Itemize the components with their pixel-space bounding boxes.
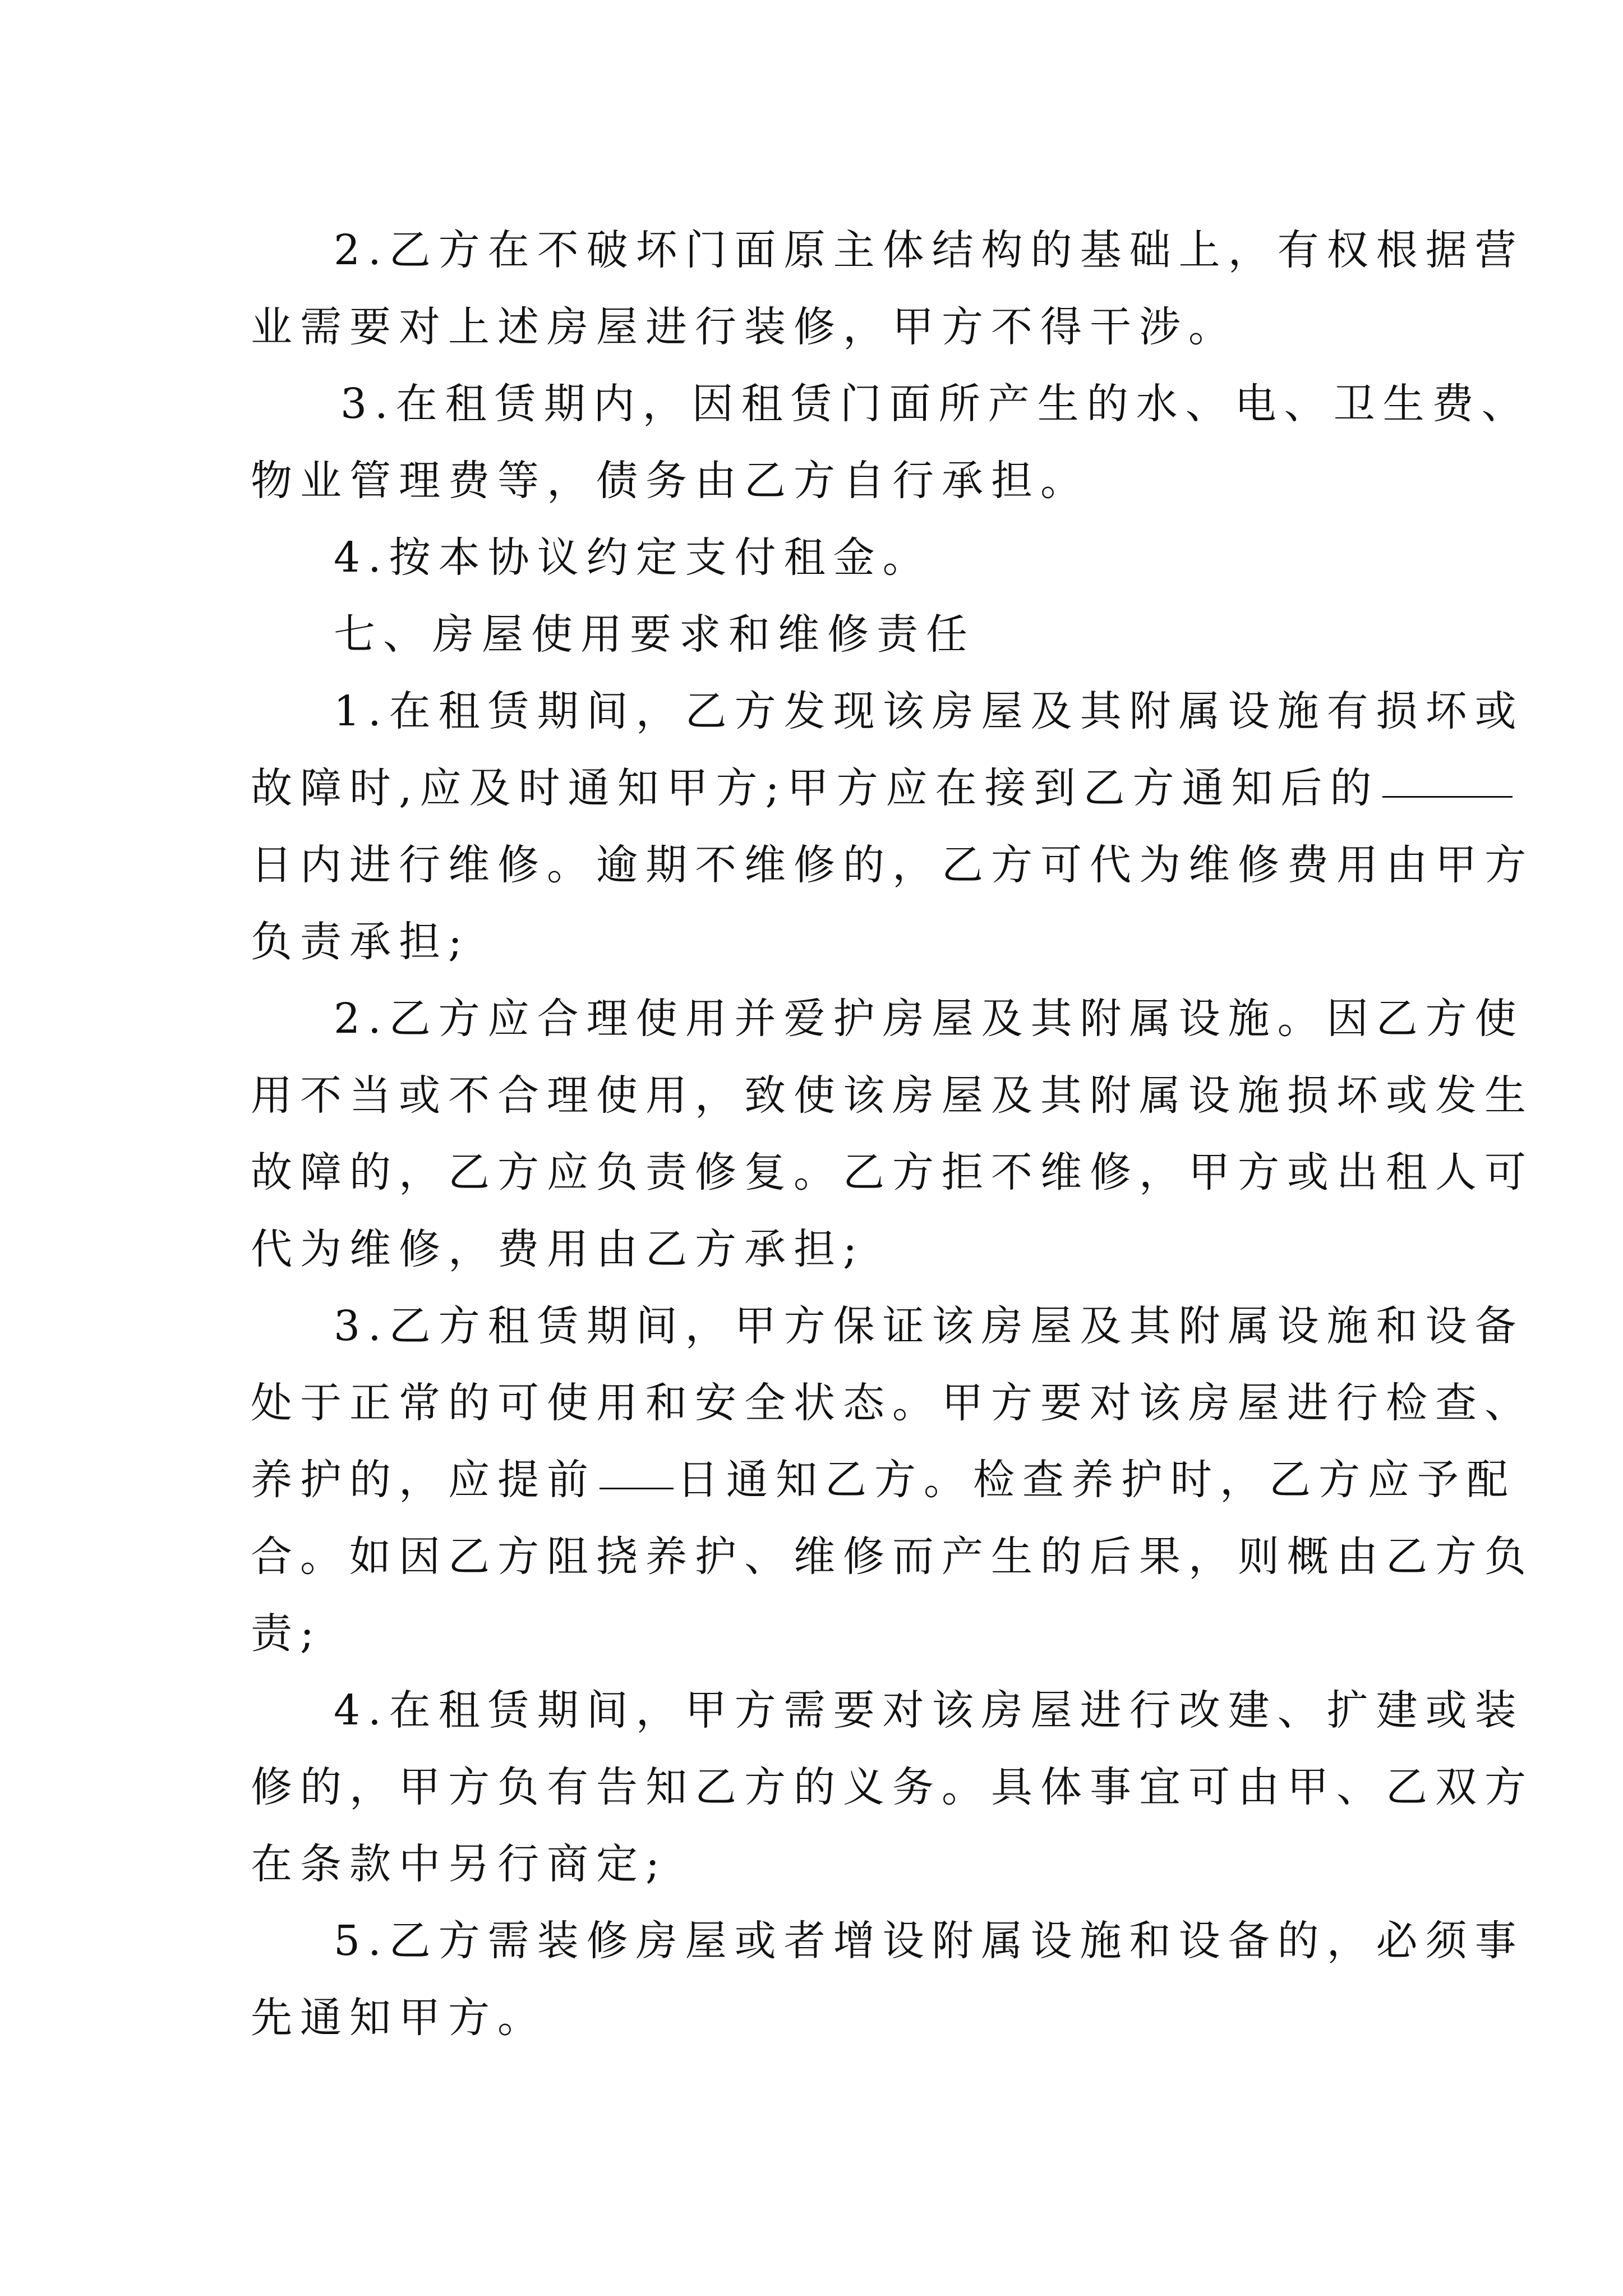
text-line: 2.乙方在不破坏门面原主体结构的基础上，有权根据营 [334,226,1524,274]
document-body [251,212,1534,2056]
text-line: 5.乙方需装修房屋或者增设附属设施和设备的，必须事 [334,1917,1524,1965]
text-line: 2.乙方应合理使用并爱护房屋及其附属设施。因乙方使 [334,995,1524,1043]
text-line: 4.在租赁期间，甲方需要对该房屋进行改建、扩建或装 [334,1686,1524,1734]
text-run: 日通知乙方。检查养护时，乙方应予配 [677,1456,1516,1504]
text-line: 物业管理费等，债务由乙方自行承担。 [251,457,1090,505]
text-line: 处于正常的可使用和安全状态。甲方要对该房屋进行检查、 [251,1379,1534,1427]
text-run: 养护的，应提前 [251,1456,596,1504]
text-line: 在条款中另行商定; [251,1840,667,1888]
text-line [251,1442,1516,1519]
text-line: 负责承担; [251,918,470,966]
fill-in-blank[interactable] [600,1448,674,1489]
text-line: 故障的，乙方应负责修复。乙方拒不维修，甲方或出租人可 [251,1148,1534,1197]
text-line: 1.在租赁期间，乙方发现该房屋及其附属设施有损坏或 [334,687,1524,735]
text-line: 业需要对上述房屋进行装修，甲方不得干涉。 [251,303,1238,351]
text-line: 3.乙方租赁期间，甲方保证该房屋及其附属设施和设备 [334,1302,1524,1350]
text-line: 先通知甲方。 [251,1994,547,2042]
section-heading: 七、房屋使用要求和维修责任 [334,610,975,659]
text-run: 故障时,应及时通知甲方;甲方应在接到乙方通知后的 [251,764,1380,812]
text-line: 用不当或不合理使用，致使该房屋及其附属设施损坏或发生 [251,1071,1534,1120]
text-line: 修的，甲方负有告知乙方的义务。具体事宜可由甲、乙双方 [251,1763,1534,1811]
text-line: 4.按本协议约定支付租金。 [334,533,932,582]
text-line: 合。如因乙方阻挠养护、维修而产生的后果，则概由乙方负 [251,1533,1534,1581]
text-line: 日内进行维修。逾期不维修的，乙方可代为维修费用由甲方 [251,841,1534,889]
text-line [251,750,1389,827]
text-line: 代为维修，费用由乙方承担; [251,1225,865,1273]
text-line: 责; [251,1609,322,1658]
fill-in-blank[interactable] [1382,757,1513,798]
text-line: 3.在租赁期内，因租赁门面所产生的水、电、卫生费、 [340,380,1531,428]
